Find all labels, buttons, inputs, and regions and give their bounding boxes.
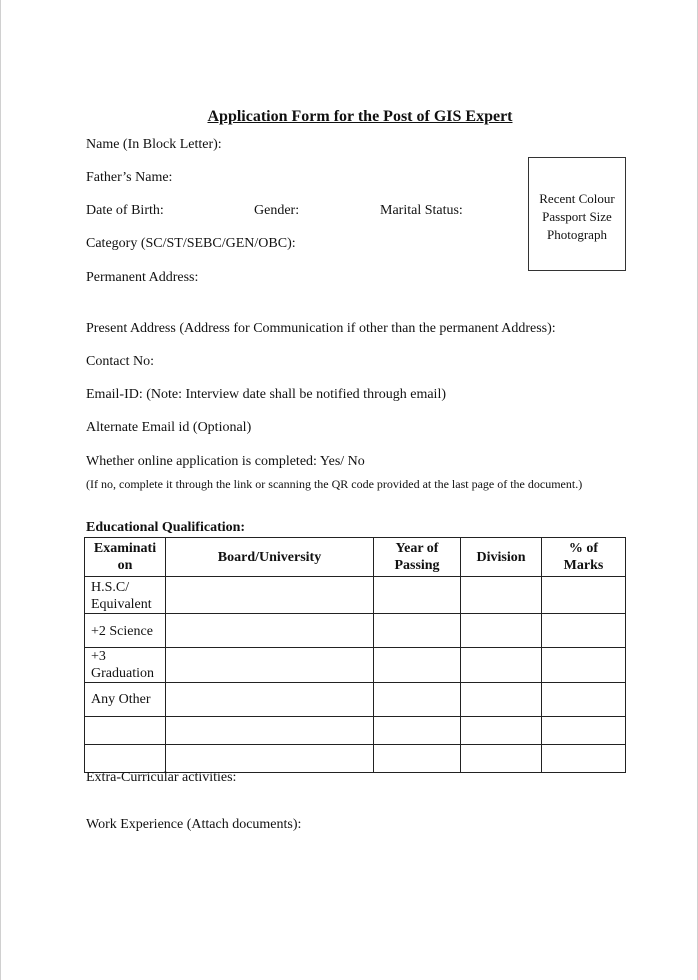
table-cell[interactable] xyxy=(374,577,461,614)
table-cell[interactable] xyxy=(461,648,542,683)
table-cell[interactable] xyxy=(461,683,542,717)
table-cell[interactable] xyxy=(461,717,542,745)
table-cell[interactable] xyxy=(461,614,542,648)
table-cell[interactable] xyxy=(374,745,461,773)
table-cell-exam[interactable] xyxy=(85,717,166,745)
table-row xyxy=(85,683,626,717)
table-header-row xyxy=(85,538,626,577)
table-cell[interactable] xyxy=(542,577,626,614)
table-row xyxy=(85,614,626,648)
marital-status-label: Marital Status: xyxy=(380,203,463,218)
table-cell[interactable] xyxy=(542,648,626,683)
column-header-year: Year of Passing xyxy=(374,538,461,577)
table-cell[interactable] xyxy=(542,614,626,648)
alt-email-label: Alternate Email id (Optional) xyxy=(86,420,252,435)
table-cell[interactable] xyxy=(542,745,626,773)
table-cell-exam: +3 Graduation xyxy=(85,648,166,683)
table-cell[interactable] xyxy=(542,683,626,717)
column-header-division: Division xyxy=(461,538,542,577)
table-cell-exam: Any Other xyxy=(85,683,166,717)
table-cell-exam[interactable] xyxy=(85,745,166,773)
category-label: Category (SC/ST/SEBC/GEN/OBC): xyxy=(86,236,296,251)
table-cell[interactable] xyxy=(542,717,626,745)
work-experience-label: Work Experience (Attach documents): xyxy=(86,817,302,832)
table-cell[interactable] xyxy=(166,648,374,683)
email-label: Email-ID: (Note: Interview date shall be notified through email) xyxy=(86,387,446,402)
education-table xyxy=(84,537,626,773)
table-row xyxy=(85,648,626,683)
table-cell[interactable] xyxy=(374,648,461,683)
column-header-examination: Examinati on xyxy=(85,538,166,577)
table-cell[interactable] xyxy=(374,683,461,717)
name-label: Name (In Block Letter): xyxy=(86,137,222,152)
contact-label: Contact No: xyxy=(86,354,155,369)
column-header-board: Board/University xyxy=(166,538,374,577)
table-row xyxy=(85,577,626,614)
present-address-label: Present Address (Address for Communication if other than the permanent Address): xyxy=(86,321,556,336)
online-application-note: (If no, complete it through the link or scanning the QR code provided at the last page of the document.) xyxy=(86,477,583,491)
education-heading: Educational Qualification: xyxy=(86,520,246,535)
table-cell[interactable] xyxy=(166,683,374,717)
photo-label: Recent Colour Passport Size Photograph xyxy=(539,191,615,242)
table-cell[interactable] xyxy=(166,614,374,648)
table-cell[interactable] xyxy=(166,577,374,614)
table-row xyxy=(85,717,626,745)
table-cell[interactable] xyxy=(166,717,374,745)
table-cell[interactable] xyxy=(374,717,461,745)
photo-box xyxy=(528,157,626,271)
table-cell[interactable] xyxy=(166,745,374,773)
table-cell[interactable] xyxy=(461,745,542,773)
page-edge-left xyxy=(0,0,1,980)
table-cell[interactable] xyxy=(374,614,461,648)
column-header-marks: % of Marks xyxy=(542,538,626,577)
form-title: Application Form for the Post of GIS Expert xyxy=(207,108,513,125)
extra-curricular-label: Extra-Curricular activities: xyxy=(86,770,237,785)
dob-label: Date of Birth: xyxy=(86,203,164,218)
table-cell[interactable] xyxy=(461,577,542,614)
table-cell-exam: +2 Science xyxy=(85,614,166,648)
father-name-label: Father’s Name: xyxy=(86,170,173,185)
permanent-address-label: Permanent Address: xyxy=(86,270,199,285)
table-row xyxy=(85,745,626,773)
online-application-label: Whether online application is completed: Yes/ No xyxy=(86,454,365,469)
table-cell-exam: H.S.C/ Equivalent xyxy=(85,577,166,614)
gender-label: Gender: xyxy=(254,203,300,218)
